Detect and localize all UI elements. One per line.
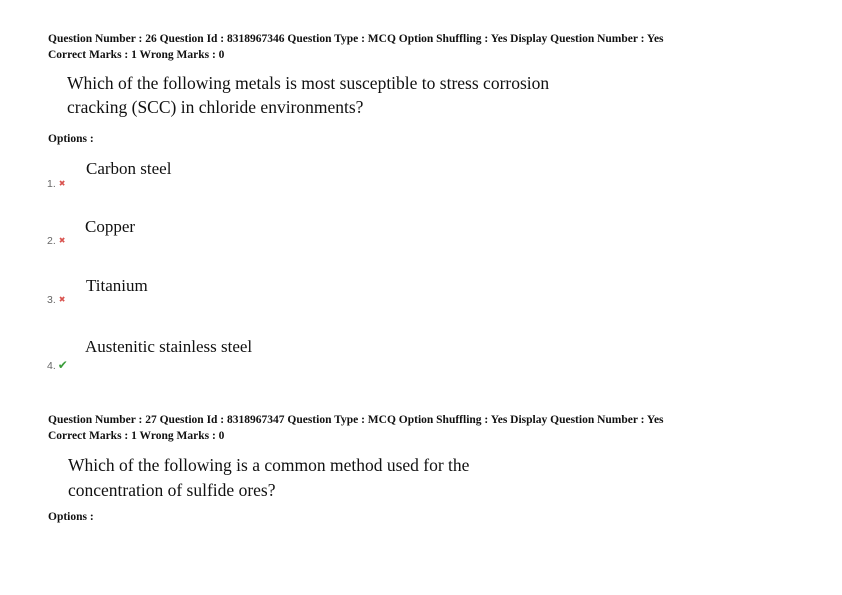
option-text: Titanium	[86, 276, 148, 295]
option-text: Carbon steel	[86, 159, 172, 178]
option-text: Austenitic stainless steel	[85, 337, 253, 356]
option-text: Copper	[85, 217, 136, 236]
marks-meta-line: Correct Marks : 1 Wrong Marks : 0	[48, 49, 225, 61]
cross-icon: ✖	[58, 295, 66, 304]
options-label: Options :	[48, 511, 94, 523]
options-label: Options :	[48, 133, 94, 145]
question-meta-line: Question Number : 26 Question Id : 8318967346 Question Type : MCQ Option Shuffling : Yes Display Question Number : Yes	[48, 33, 664, 45]
check-icon: ✔	[57, 358, 68, 372]
marks-meta-line: Correct Marks : 1 Wrong Marks : 0	[48, 430, 225, 442]
cross-icon: ✖	[58, 236, 66, 245]
option-number: 1.	[47, 178, 56, 190]
question-text-line-1: Which of the following is a common method used for the	[68, 455, 470, 475]
question-text-line-2: concentration of sulfide ores?	[68, 480, 276, 500]
question-text-line-1: Which of the following metals is most susceptible to stress corrosion	[67, 73, 550, 93]
question-meta-line: Question Number : 27 Question Id : 8318967347 Question Type : MCQ Option Shuffling : Yes Display Question Number : Yes	[48, 414, 664, 426]
question-text-line-2: cracking (SCC) in chloride environments?	[67, 97, 364, 117]
option-number: 2.	[47, 235, 56, 247]
cross-icon: ✖	[58, 179, 66, 188]
option-number: 3.	[47, 294, 56, 306]
option-number: 4.	[47, 360, 56, 372]
